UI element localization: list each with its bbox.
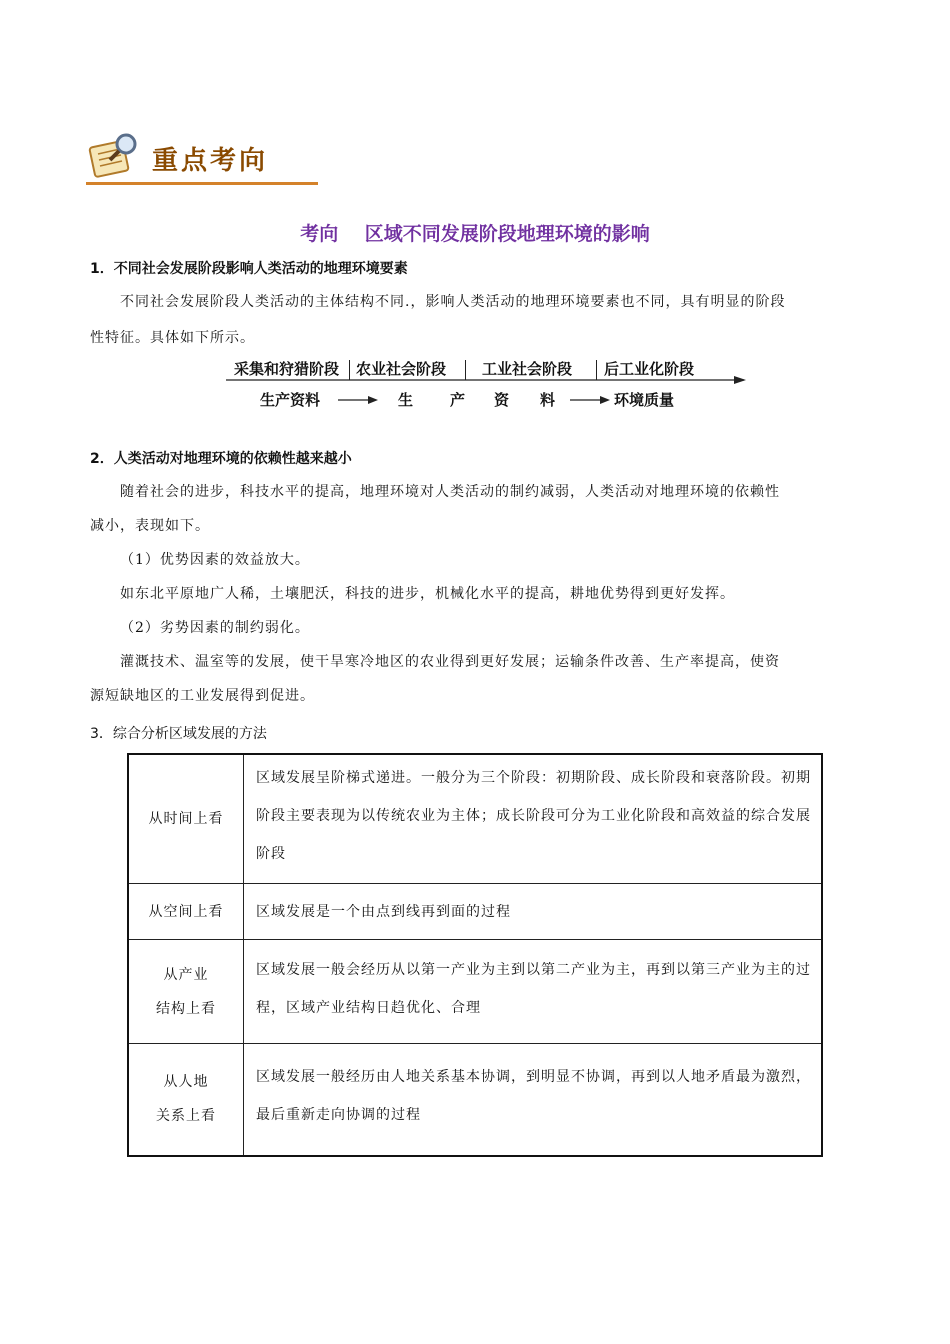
row-key-line1: 从空间上看 [148, 903, 224, 920]
row-key [128, 884, 244, 940]
stage-label: 农业社会阶段 [356, 360, 447, 378]
banner-title: 重点考向 [152, 146, 269, 176]
middle-char: 料 [540, 391, 556, 409]
section-title: 考向 区域不同发展阶段地理环境的影响 [300, 223, 650, 245]
row-value: 区域发展是一个由点到线再到面的过程 [244, 884, 823, 940]
method-table [127, 753, 823, 1157]
banner-underline [86, 182, 318, 185]
row-key [128, 1044, 244, 1156]
notepad-magnifier-icon [86, 130, 146, 182]
row-key-line1: 从时间上看 [148, 811, 224, 827]
middle-char: 产 [450, 391, 466, 409]
middle-char: 资 [494, 391, 510, 409]
stage-label: 后工业化阶段 [604, 360, 695, 378]
right-arrow-icon [338, 394, 382, 406]
section-banner [86, 126, 318, 188]
development-stage-diagram [226, 356, 756, 416]
stage-label: 工业社会阶段 [482, 360, 573, 378]
s2-para5-line1: 灌溉技术、温室等的发展，使干旱寒冷地区的农业得到更好发展；运输条件改善、生产率提高，使资 [120, 654, 780, 670]
table-row [128, 1044, 822, 1156]
timeline-arrow [226, 374, 756, 386]
table-row [128, 940, 822, 1044]
table-row [128, 754, 822, 884]
s2-para1-line1: 随着社会的进步，科技水平的提高，地理环境对人类活动的制约减弱，人类活动对地理环境的依赖性 [120, 484, 780, 500]
middle-char: 生 [398, 391, 414, 409]
heading-2: 2．人类活动对地理环境的依赖性越来越小 [90, 451, 352, 467]
row-key [128, 754, 244, 884]
row-key [128, 940, 244, 1044]
row-key-line2: 结构上看 [156, 1000, 216, 1017]
row-key-line2: 关系上看 [156, 1108, 216, 1125]
row-value: 区域发展呈阶梯式递进。一般分为三个阶段：初期阶段、成长阶段和衰落阶段。初期阶段主要表现为以传统农业为主体；成长阶段可分为工业化阶段和高效益的综合发展阶段 [244, 754, 823, 884]
table-row [128, 884, 822, 940]
row-key-line1: 从人地 [163, 1074, 209, 1091]
s2-para4: （2）劣势因素的制约弱化。 [120, 620, 310, 636]
row-value: 区域发展一般会经历从以第一产业为主到以第二产业为主，再到以第三产业为主的过程，区域产业结构日趋优化、合理 [244, 940, 823, 1044]
row-value: 区域发展一般经历由人地关系基本协调，到明显不协调，再到以人地矛盾最为激烈，最后重新走向协调的过程 [244, 1044, 823, 1156]
s2-para1-line2: 减小，表现如下。 [90, 518, 210, 534]
heading-1: 1．不同社会发展阶段影响人类活动的地理环境要素 [90, 261, 408, 277]
s2-para3: 如东北平原地广人稀，土壤肥沃，科技的进步，机械化水平的提高，耕地优势得到更好发挥。 [120, 586, 735, 602]
s2-para5-line2: 源短缺地区的工业发展得到促进。 [90, 688, 315, 704]
heading-3: 3．综合分析区域发展的方法 [90, 726, 267, 742]
start-label: 生产资料 [260, 391, 321, 409]
right-arrow-icon [570, 394, 614, 406]
row-key-line1: 从产业 [163, 966, 209, 983]
s2-para2: （1）优势因素的效益放大。 [120, 552, 310, 568]
end-label: 环境质量 [614, 391, 675, 409]
s1-para-line2: 性特征。具体如下所示。 [90, 330, 255, 346]
s1-para-line1: 不同社会发展阶段人类活动的主体结构不同.，影响人类活动的地理环境要素也不同，具有明显的阶段 [120, 294, 786, 310]
stage-label: 采集和狩猎阶段 [234, 360, 340, 378]
